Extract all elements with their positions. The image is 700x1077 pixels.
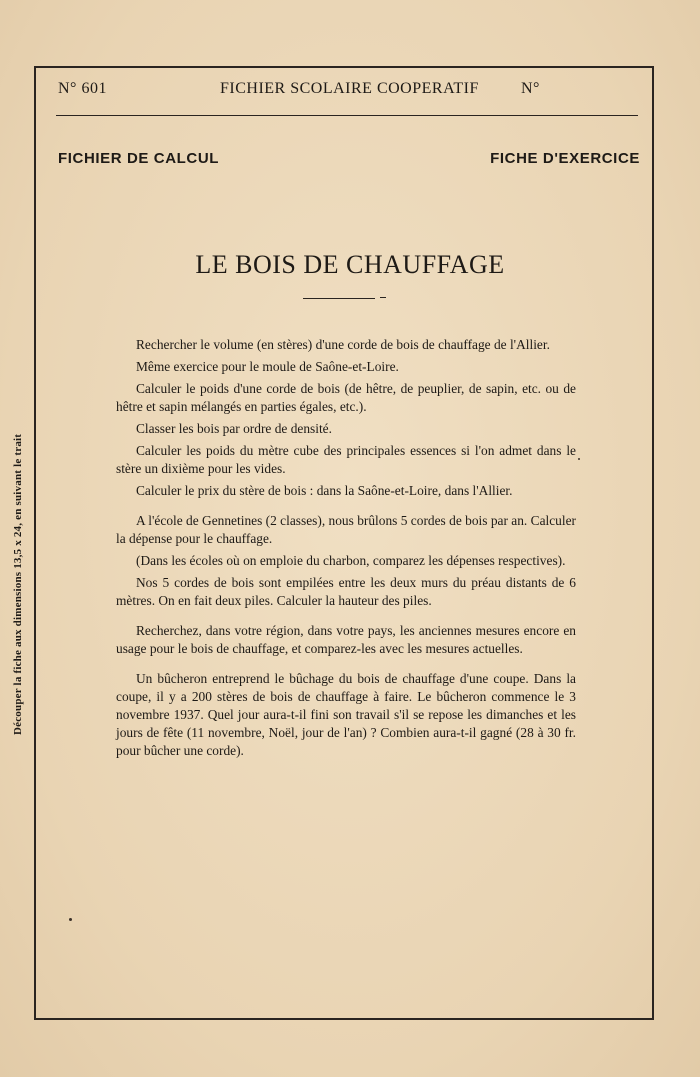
paragraph: Rechercher le volume (en stères) d'une corde de bois de chauffage de l'Allier. (136, 337, 550, 352)
title-underline (303, 298, 375, 299)
card-number-blank: N° (521, 80, 540, 97)
paragraph: Classer les bois par ordre de densité. (136, 421, 332, 436)
paper-speck (578, 458, 580, 460)
header-divider (56, 115, 638, 116)
paragraph: A l'école de Gennetines (2 classes), nous brûlons 5 cordes de bois par an. Calculer la dépense pour le chauffage. (116, 513, 576, 546)
paragraph: Calculer le poids d'une corde de bois (de hêtre, de peuplier, de sapin, etc. ou de hêtre et sapin mélangés en parties égales, etc.). (116, 381, 576, 414)
paragraph: Calculer les poids du mètre cube des principales essences si l'on admet dans le stère un dixième pour les vides. (116, 443, 576, 476)
cutting-instruction: Découper la fiche aux dimensions 13,5 x 24, en suivant le trait (12, 433, 24, 735)
collection-title: FICHIER SCOLAIRE COOPERATIF (220, 80, 479, 97)
section-labels (58, 150, 640, 170)
paragraph: (Dans les écoles où on emploie du charbon, comparez les dépenses respectives). (136, 553, 566, 568)
card-header (58, 80, 638, 102)
page-title: LE BOIS DE CHAUFFAGE (195, 250, 505, 279)
paragraph: Même exercice pour le moule de Saône-et-Loire. (136, 359, 399, 374)
paragraph: Calculer le prix du stère de bois : dans la Saône-et-Loire, dans l'Allier. (136, 483, 513, 498)
paper-speck (69, 918, 72, 921)
card-number: N° 601 (58, 80, 107, 97)
paragraph: Recherchez, dans votre région, dans votre pays, les anciennes mesures encore en usage pour le bois de chauffage, et comparez-les avec les mesures actuelles. (116, 623, 576, 656)
paragraph: Nos 5 cordes de bois sont empilées entre les deux murs du préau distants de 6 mètres. On en fait deux piles. Calculer la hauteur des piles. (116, 575, 576, 608)
section-label-right: FICHE D'EXERCICE (490, 150, 640, 167)
paragraph: Un bûcheron entreprend le bûchage du bois de chauffage d'une coupe. Dans la coupe, il y a 200 stères de bois de chauffage à faire. Le bûcheron commence le 3 novembre 1937. Quel jour aura-t-il fini son travail s'il se repose les dimanches et les jours de fête (11 novembre, Noël, jour de l'an) ? Combien aura-t-il gagné (28 à 30 fr. pour bûcher une corde). (116, 671, 576, 758)
section-label-left: FICHIER DE CALCUL (58, 150, 220, 167)
exercise-text (116, 336, 576, 764)
title-underline-dash (380, 297, 386, 298)
